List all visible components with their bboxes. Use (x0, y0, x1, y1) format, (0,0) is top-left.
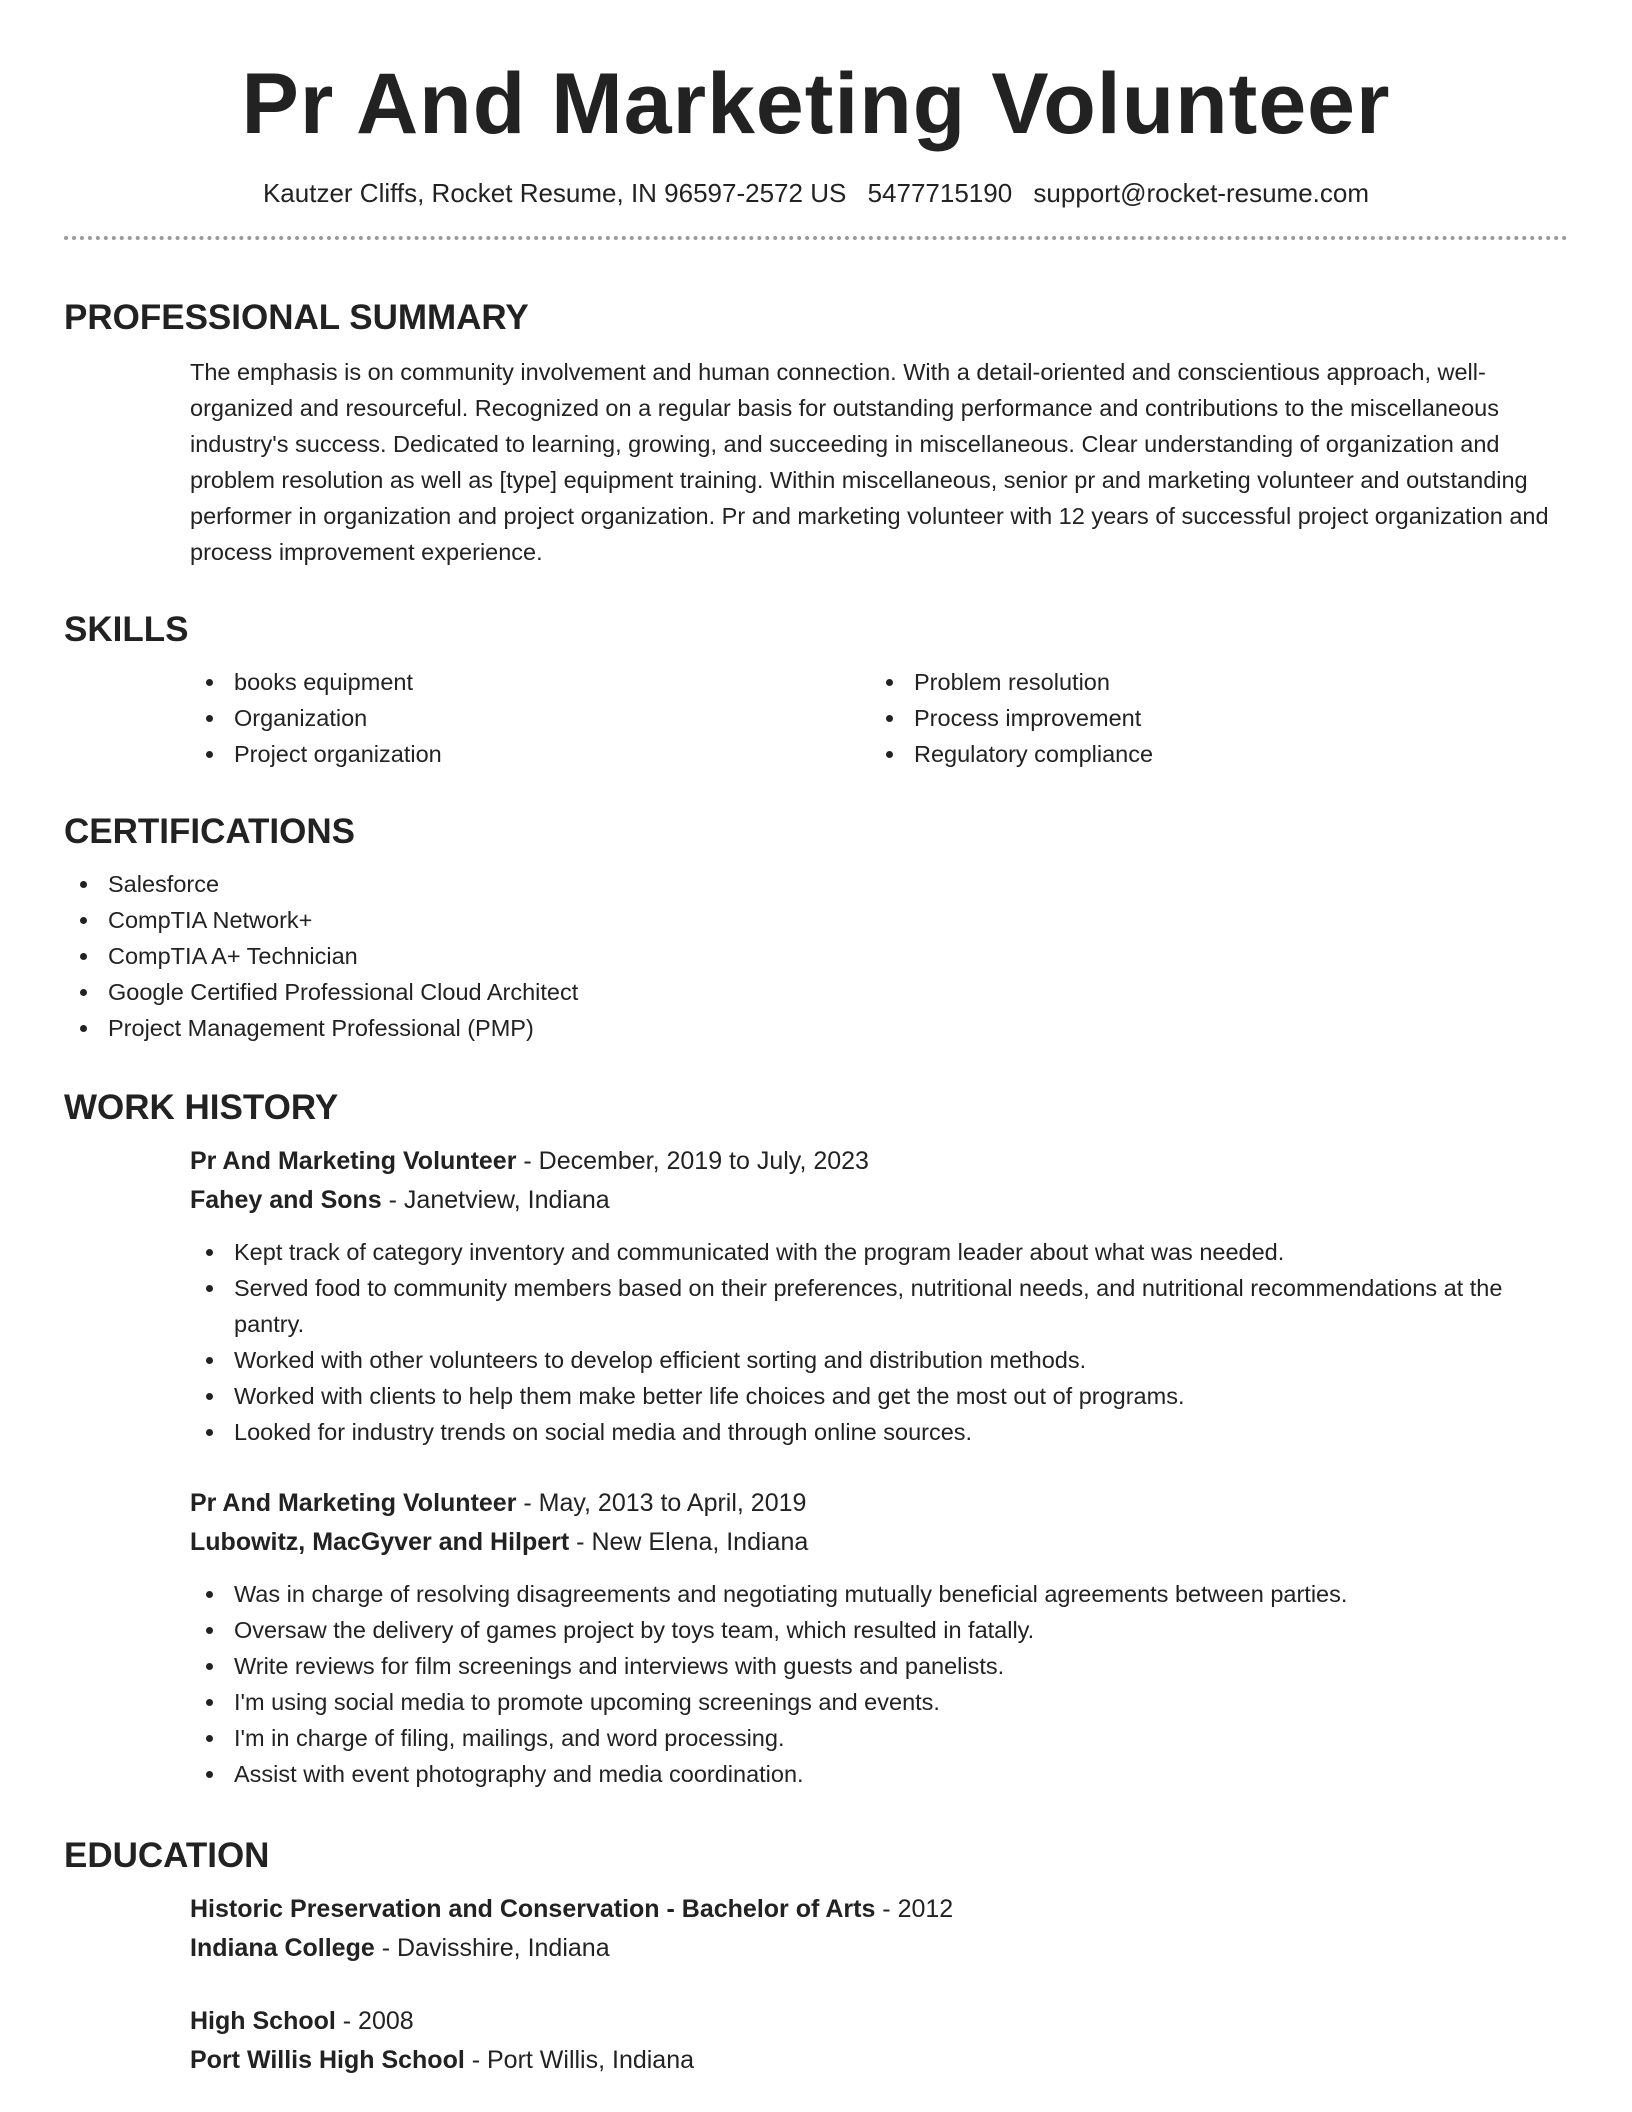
job-dates: - May, 2013 to April, 2019 (516, 1489, 807, 1517)
job-role: Pr And Marketing Volunteer (190, 1489, 517, 1517)
section-title: PROFESSIONAL SUMMARY (64, 298, 529, 337)
contact-email: support@rocket-resume.com (1033, 178, 1370, 208)
job-dates: - December, 2019 to July, 2023 (516, 1147, 869, 1175)
job-location: - New Elena, Indiana (569, 1528, 809, 1556)
job-entry (190, 1142, 1568, 1450)
education-degree-line (190, 2002, 953, 2041)
job-duty: Worked with other volunteers to develop efficient sorting and distribution methods. (190, 1342, 1568, 1378)
skill-item: books equipment (190, 664, 870, 700)
certification-item: Project Management Professional (PMP) (64, 1010, 578, 1046)
section-skills (64, 608, 1550, 772)
job-duty: Looked for industry trends on social media and through online sources. (190, 1414, 1568, 1450)
job-duties-list (190, 1576, 1568, 1792)
skill-item: Regulatory compliance (870, 736, 1550, 772)
education-entry (190, 1890, 953, 1968)
section-title: SKILLS (64, 610, 189, 649)
education-school-line (190, 1929, 953, 1968)
education-degree: High School (190, 2007, 336, 2035)
skills-column-right (870, 664, 1550, 772)
job-duty: Oversaw the delivery of games project by toys team, which resulted in fatally. (190, 1612, 1568, 1648)
section-education (64, 1834, 953, 2080)
job-duty: I'm using social media to promote upcoming screenings and events. (190, 1684, 1568, 1720)
education-school: Indiana College (190, 1934, 375, 1962)
contact-line (0, 176, 1632, 210)
education-year: - 2008 (335, 2007, 414, 2035)
skill-item: Process improvement (870, 700, 1550, 736)
job-location: - Janetview, Indiana (381, 1186, 610, 1214)
job-entry (190, 1484, 1568, 1792)
education-degree: Historic Preservation and Conservation - Bachelor of Arts (190, 1895, 876, 1923)
section-title: WORK HISTORY (64, 1088, 339, 1127)
job-role: Pr And Marketing Volunteer (190, 1147, 517, 1175)
education-degree-line (190, 1890, 953, 1929)
job-company: Fahey and Sons (190, 1186, 382, 1214)
job-duty: Assist with event photography and media coordination. (190, 1756, 1568, 1792)
job-duty: Worked with clients to help them make better life choices and get the most out of programs. (190, 1378, 1568, 1414)
header-divider (64, 236, 1568, 240)
section-title: CERTIFICATIONS (64, 812, 356, 851)
certification-item: CompTIA Network+ (64, 902, 578, 938)
candidate-name: Pr And Marketing Volunteer (241, 56, 1391, 152)
job-title-line (190, 1142, 1568, 1181)
job-duty: Was in charge of resolving disagreements and negotiating mutually beneficial agreements between parties. (190, 1576, 1568, 1612)
job-company: Lubowitz, MacGyver and Hilpert (190, 1528, 570, 1556)
contact-phone: 5477715190 (867, 178, 1013, 208)
section-title: EDUCATION (64, 1836, 270, 1875)
skill-item: Organization (190, 700, 870, 736)
summary-text: The emphasis is on community involvement and human connection. With a detail-oriented and conscientious approach, well-organized and resourceful. Recognized on a regular basis for outstanding performance and contributions to the miscellaneous industry's success. Dedicated to learning, growing, and succeeding in miscellaneous. Clear understanding of organization and problem resolution as well as [type] equipment training. Within miscellaneous, senior pr and marketing volunteer and outstanding performer in organization and project organization. Pr and marketing volunteer with 12 years of successful project organization and process improvement experience. (190, 359, 1549, 565)
section-work-history (64, 1086, 1568, 1792)
skill-item: Problem resolution (870, 664, 1550, 700)
job-company-line (190, 1523, 1568, 1562)
job-duty: Write reviews for film screenings and interviews with guests and panelists. (190, 1648, 1568, 1684)
education-year: - 2012 (875, 1895, 954, 1923)
certification-item: Google Certified Professional Cloud Architect (64, 974, 578, 1010)
job-duty: Served food to community members based on their preferences, nutritional needs, and nutritional recommendations at the pantry. (190, 1270, 1568, 1342)
skill-item: Project organization (190, 736, 870, 772)
job-company-line (190, 1181, 1568, 1220)
job-title-line (190, 1484, 1568, 1523)
education-school-line (190, 2041, 953, 2080)
certification-item: CompTIA A+ Technician (64, 938, 578, 974)
certification-item: Salesforce (64, 866, 578, 902)
job-duty: Kept track of category inventory and communicated with the program leader about what was needed. (190, 1234, 1568, 1270)
section-certifications (64, 810, 578, 1046)
section-professional-summary (64, 296, 1568, 570)
job-duties-list (190, 1234, 1568, 1450)
education-school: Port Willis High School (190, 2046, 465, 2074)
contact-address: Kautzer Cliffs, Rocket Resume, IN 96597-2572 US (262, 178, 847, 208)
education-entry (190, 2002, 953, 2080)
education-location: - Davisshire, Indiana (374, 1934, 610, 1962)
skills-column-left (190, 664, 870, 772)
certifications-list (64, 866, 578, 1046)
education-location: - Port Willis, Indiana (464, 2046, 695, 2074)
job-duty: I'm in charge of filing, mailings, and word processing. (190, 1720, 1568, 1756)
skills-grid (190, 664, 1550, 772)
